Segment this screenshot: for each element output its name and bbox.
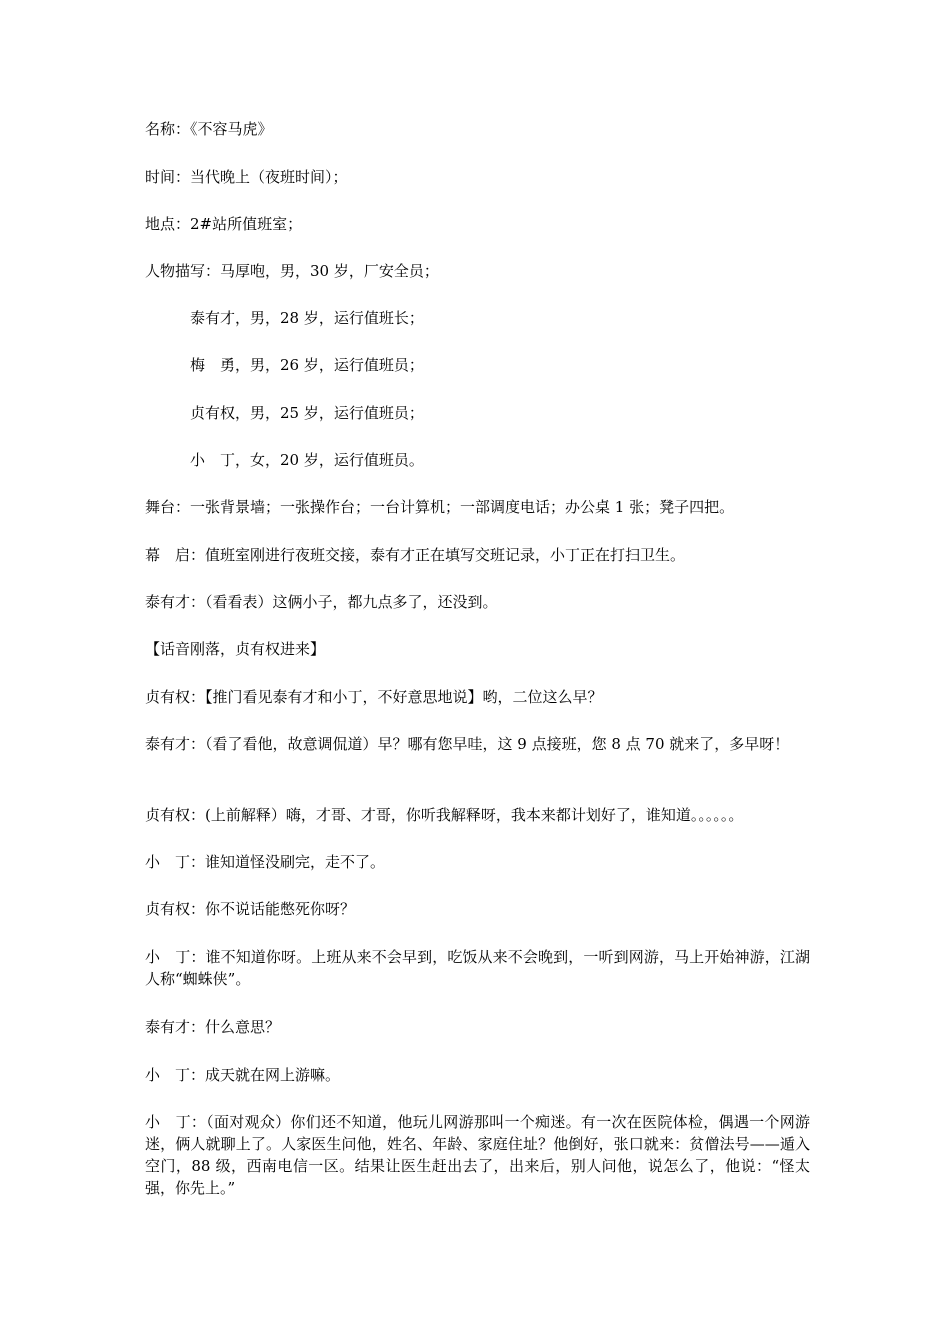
place-line: 地点：2#站所值班室； <box>145 215 303 233</box>
dialogue-line: 贞有权：(上前解释）嗨，才哥、才哥，你听我解释呀，我本来都计划好了，谁知道。。。。。。 <box>145 806 744 824</box>
curtain-line: 幕 启：值班室刚进行夜班交接，泰有才正在填写交班记录，小丁正在打扫卫生。 <box>145 546 686 564</box>
dialogue-line: 小 丁：成天就在网上游嘛。 <box>145 1066 341 1084</box>
character-line: 梅 勇，男，26 岁，运行值班员； <box>190 356 424 374</box>
dialogue-line: 泰有才：什么意思？ <box>145 1018 281 1036</box>
stage-direction-line: 【话音刚落，贞有权进来】 <box>145 640 326 658</box>
character-line: 贞有权，男，25 岁，运行值班员； <box>190 404 424 422</box>
dialogue-line: 小 丁：（面对观众）你们还不知道，他玩儿网游那叫一个痴迷。有一次在医院体检，偶遇一个网游迷，俩人就聊上了。人家医生问他，姓名、年龄、家庭住址？他倒好，张口就来：贫僧法号——遁入空门，88 级，西南电信一区。结果让医生赶出去了，出来后，别人问他，说怎么了，他说：“怪太强，你先上。” <box>145 1113 810 1197</box>
dialogue-line: 泰有才：（看了看他，故意调侃道）早？哪有您早哇，这 9 点接班，您 8 点 70 就来了，多早呀！ <box>145 735 790 753</box>
dialogue-line: 小 丁：谁不知道你呀。上班从来不会早到，吃饭从来不会晚到，一听到网游，马上开始神游，江湖人称“蜘蛛侠”。 <box>145 948 810 988</box>
dialogue-line: 贞有权：你不说话能憋死你呀？ <box>145 900 356 918</box>
title-line: 名称：《不容马虎》 <box>145 120 273 138</box>
characters-heading-line: 人物描写：马厚咆，男，30 岁，厂安全员； <box>145 262 439 280</box>
time-line: 时间：当代晚上（夜班时间）； <box>145 168 348 186</box>
dialogue-line: 泰有才：（看看表）这俩小子，都九点多了，还没到。 <box>145 593 498 611</box>
dialogue-line: 小 丁：谁知道怪没刷完，走不了。 <box>145 853 386 871</box>
stage-line: 舞台：一张背景墙；一张操作台；一台计算机；一部调度电话；办公桌 1 张；凳子四把。 <box>145 498 735 516</box>
dialogue-line: 贞有权：【推门看见泰有才和小丁，不好意思地说】哟，二位这么早？ <box>145 688 603 706</box>
character-line: 泰有才，男，28 岁，运行值班长； <box>190 309 424 327</box>
character-line: 小 丁，女，20 岁，运行值班员。 <box>190 451 424 469</box>
